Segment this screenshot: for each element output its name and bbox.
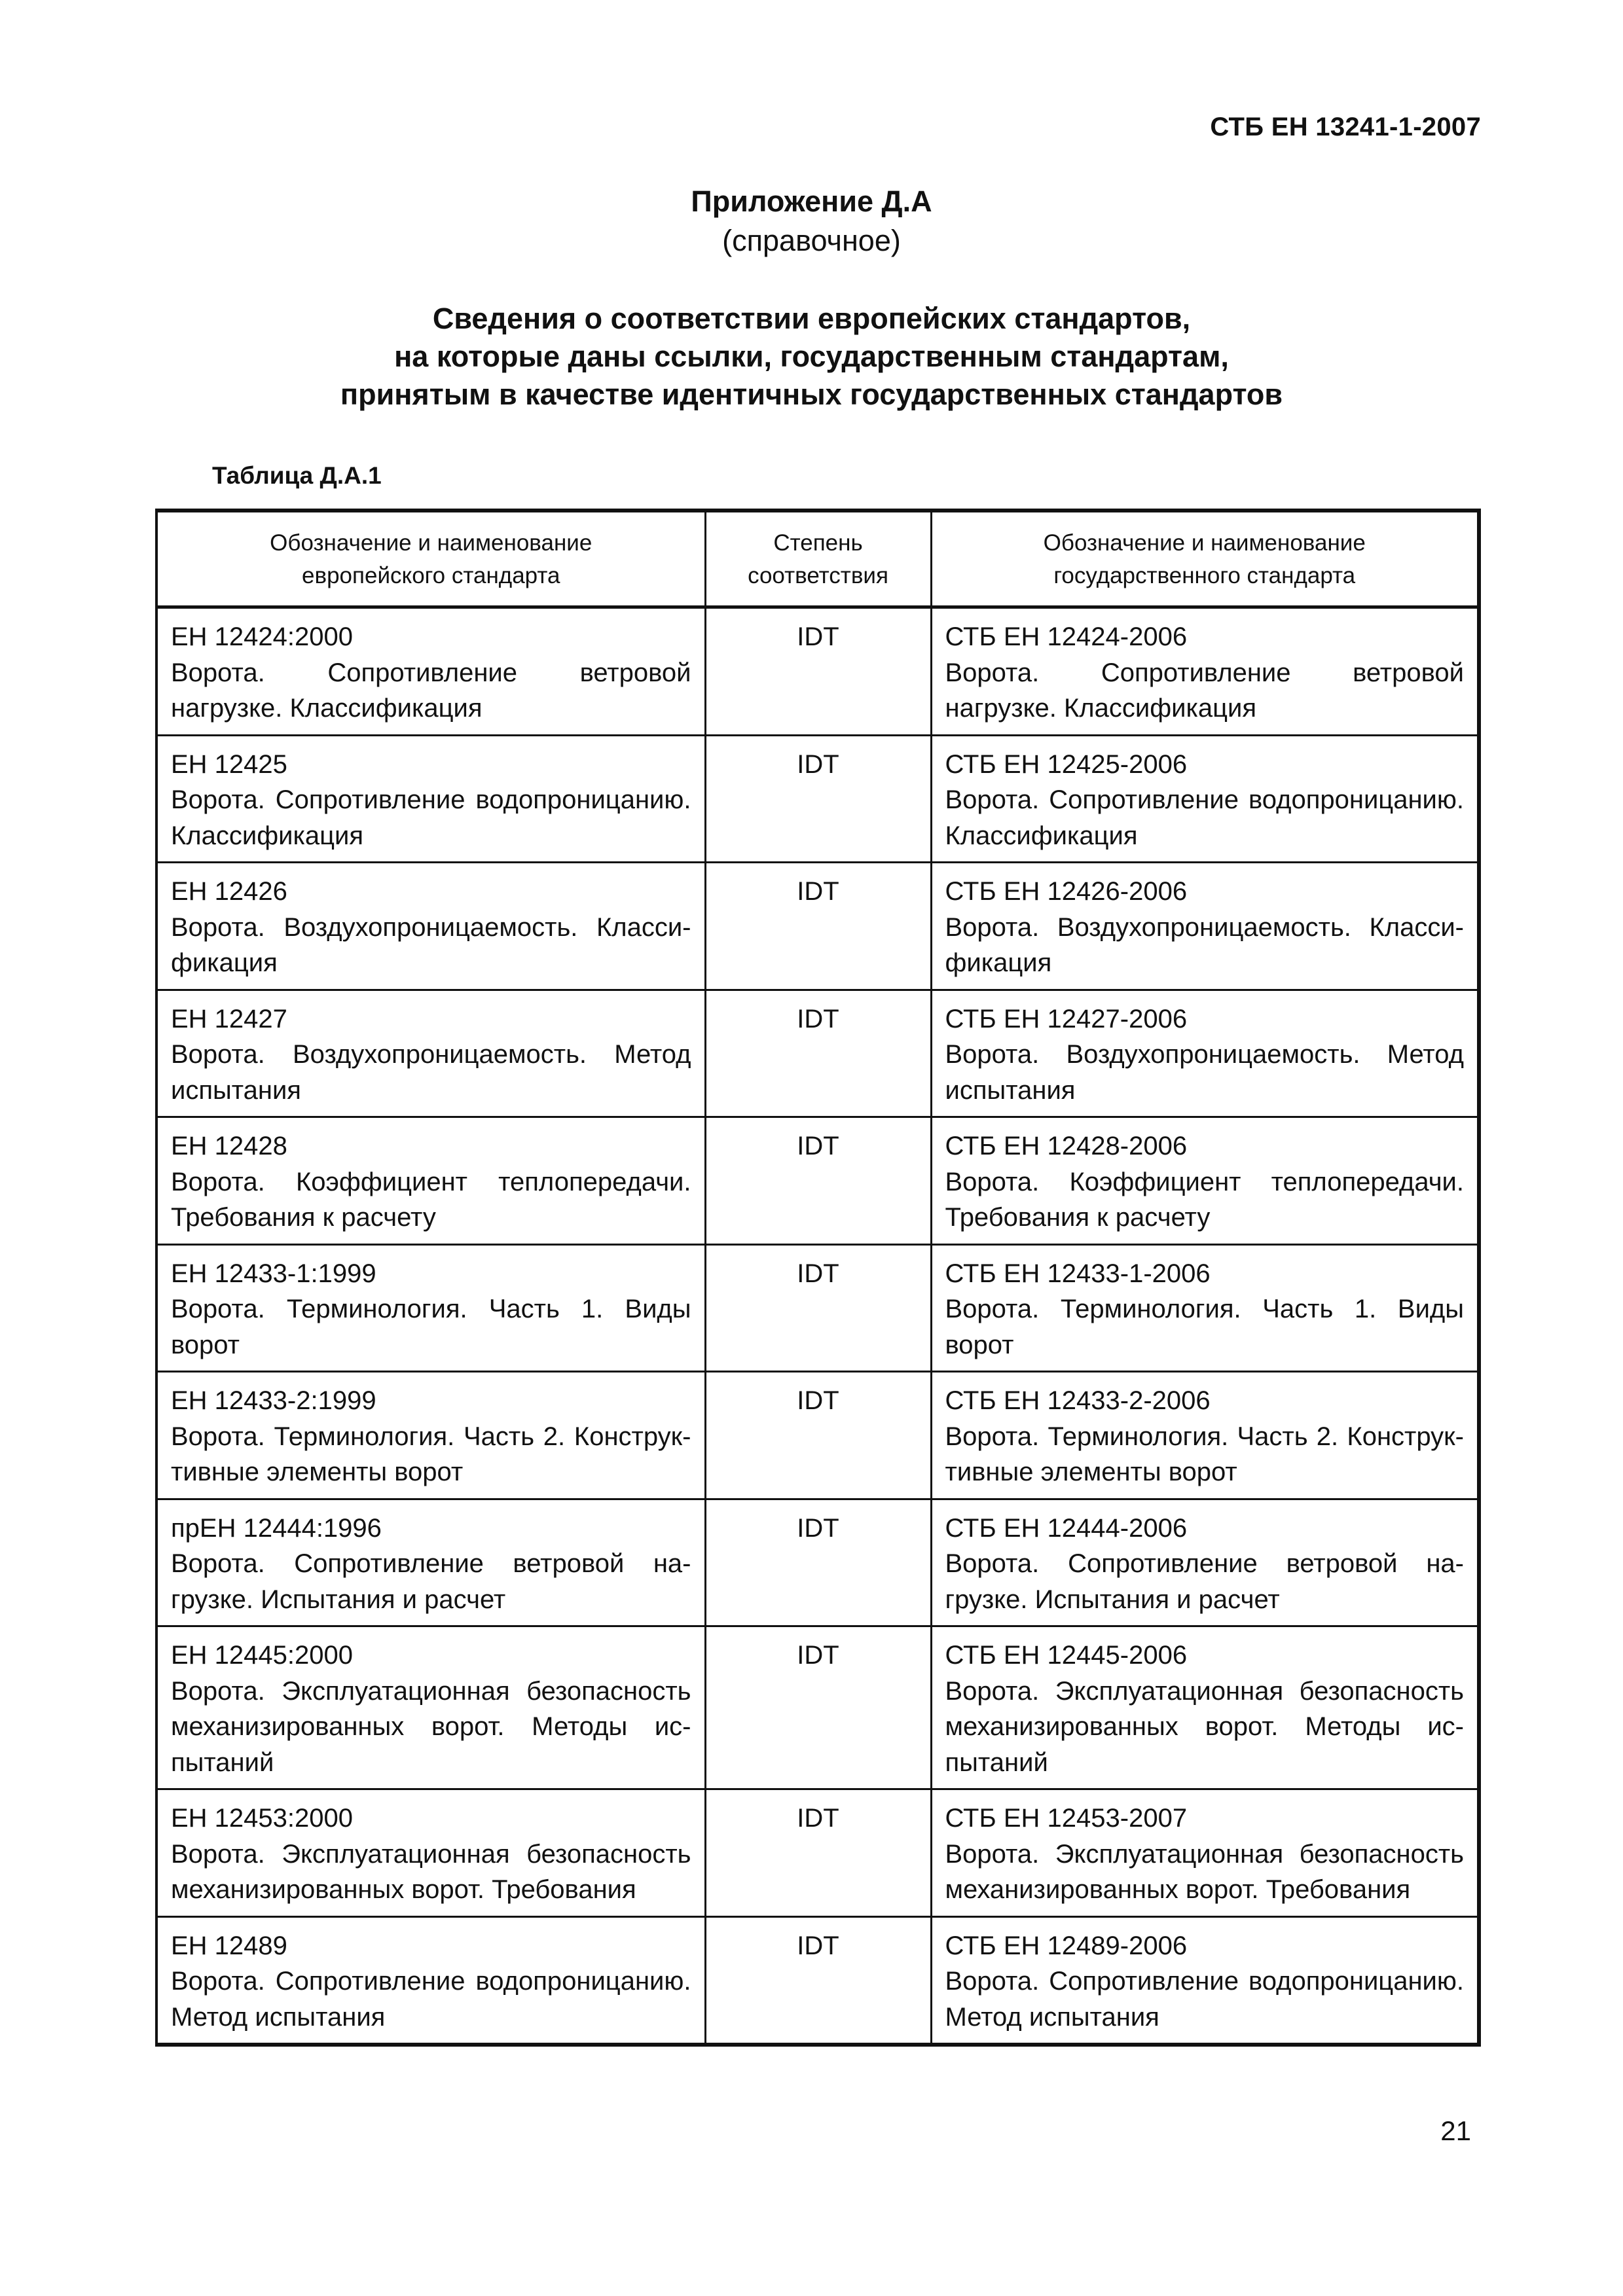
header-degree xyxy=(705,511,931,607)
annex-heading xyxy=(0,300,1623,414)
state-standard-code: СТБ ЕН 12445-2006 xyxy=(945,1641,1188,1670)
degree-cell xyxy=(705,1117,931,1245)
state-standard-code: СТБ ЕН 12433-2-2006 xyxy=(945,1386,1211,1415)
european-standard-code: ЕН 12453:2000 xyxy=(171,1804,354,1833)
european-standard-name: Ворота. Эксплуатационная безопасность механизированных ворот. Требования xyxy=(171,1839,691,1904)
european-standard-cell xyxy=(156,1244,705,1372)
european-standard-name: Ворота. Сопротивление ветровой нагрузке. Испытания и расчет xyxy=(171,1549,691,1614)
state-standard-cell xyxy=(931,1789,1479,1917)
european-standard-cell xyxy=(156,1372,705,1499)
table-row xyxy=(156,735,1479,863)
state-standard-cell xyxy=(931,863,1479,990)
european-standard-code: ЕН 12424:2000 xyxy=(171,622,354,651)
table-row xyxy=(156,1244,1479,1372)
state-standard-name: Ворота. Воздухопроницаемость. Классификация xyxy=(945,912,1464,977)
state-standard-cell xyxy=(931,607,1479,736)
table-row xyxy=(156,863,1479,990)
state-standard-cell xyxy=(931,990,1479,1117)
degree-value: IDT xyxy=(797,1804,839,1833)
state-standard-cell xyxy=(931,1916,1479,2045)
state-standard-name: Ворота. Воздухопроницаемость. Метод испытания xyxy=(945,1040,1464,1105)
state-standard-name: Ворота. Терминология. Часть 2. Конструктивные элементы ворот xyxy=(945,1422,1464,1486)
state-standard-cell xyxy=(931,1372,1479,1499)
european-standard-name: Ворота. Сопротивление водопроницанию. Классификация xyxy=(171,785,691,850)
european-standard-code: ЕН 12433-2:1999 xyxy=(171,1386,376,1415)
european-standard-name: Ворота. Сопротивление ветровой нагрузке. Классификация xyxy=(171,658,691,723)
european-standard-code: прЕН 12444:1996 xyxy=(171,1513,382,1543)
degree-value: IDT xyxy=(797,877,839,906)
state-standard-cell xyxy=(931,735,1479,863)
state-standard-cell xyxy=(931,1244,1479,1372)
degree-cell xyxy=(705,607,931,736)
state-standard-name: Ворота. Коэффициент теплопередачи. Требования к расчету xyxy=(945,1167,1464,1232)
standards-correspondence-table xyxy=(155,509,1481,2047)
european-standard-cell xyxy=(156,990,705,1117)
state-standard-code: СТБ ЕН 12424-2006 xyxy=(945,622,1188,651)
state-standard-code: СТБ ЕН 12426-2006 xyxy=(945,877,1188,906)
state-standard-name: Ворота. Сопротивление водопроницанию. Классификация xyxy=(945,785,1464,850)
european-standard-code: ЕН 12489 xyxy=(171,1931,287,1960)
table-row xyxy=(156,1372,1479,1499)
european-standard-code: ЕН 12433-1:1999 xyxy=(171,1259,376,1288)
header-line: Обозначение и наименование xyxy=(1043,530,1366,556)
european-standard-cell xyxy=(156,1916,705,2045)
degree-value: IDT xyxy=(797,749,839,779)
state-standard-name: Ворота. Сопротивление ветровой нагрузке. Классификация xyxy=(945,658,1464,723)
european-standard-name: Ворота. Эксплуатационная безопасность механизированных ворот. Методы испытаний xyxy=(171,1676,691,1777)
state-standard-cell xyxy=(931,1499,1479,1626)
degree-cell xyxy=(705,990,931,1117)
state-standard-cell xyxy=(931,1626,1479,1789)
annex-subtitle: (справочное) xyxy=(722,224,901,257)
header-line: европейского стандарта xyxy=(302,563,560,588)
degree-value: IDT xyxy=(797,1259,839,1288)
european-standard-code: ЕН 12428 xyxy=(171,1132,287,1160)
european-standard-name: Ворота. Коэффициент теплопередачи. Требования к расчету xyxy=(171,1167,691,1232)
degree-cell xyxy=(705,1916,931,2045)
degree-cell xyxy=(705,1789,931,1917)
table-header-row xyxy=(156,511,1479,607)
european-standard-code: ЕН 12427 xyxy=(171,1004,287,1033)
state-standard-name: Ворота. Терминология. Часть 1. Виды ворот xyxy=(945,1295,1464,1359)
degree-cell xyxy=(705,1244,931,1372)
degree-cell xyxy=(705,735,931,863)
annex-title: Приложение Д.А xyxy=(691,185,932,218)
european-standard-cell xyxy=(156,607,705,736)
european-standard-name: Ворота. Терминология. Часть 1. Виды ворот xyxy=(171,1295,691,1359)
european-standard-name: Ворота. Воздухопроницаемость. Классификация xyxy=(171,912,691,977)
european-standard-name: Ворота. Сопротивление водопроницанию. Метод испытания xyxy=(171,1967,691,2032)
degree-value: IDT xyxy=(797,1641,839,1670)
annex-heading-line: Сведения о соответствии европейских стандартов, xyxy=(432,302,1191,335)
header-line: Степень xyxy=(773,530,863,556)
european-standard-cell xyxy=(156,1499,705,1626)
degree-value: IDT xyxy=(797,1004,839,1033)
state-standard-name: Ворота. Сопротивление ветровой нагрузке. Испытания и расчет xyxy=(945,1549,1464,1614)
state-standard-code: СТБ ЕН 12425-2006 xyxy=(945,749,1188,779)
state-standard-name: Ворота. Эксплуатационная безопасность механизированных ворот. Требования xyxy=(945,1839,1464,1904)
degree-cell xyxy=(705,1626,931,1789)
degree-value: IDT xyxy=(797,622,839,651)
header-line: Обозначение и наименование xyxy=(270,530,593,556)
degree-value: IDT xyxy=(797,1513,839,1543)
state-standard-name: Ворота. Эксплуатационная безопасность механизированных ворот. Методы испытаний xyxy=(945,1676,1464,1777)
european-standard-cell xyxy=(156,863,705,990)
state-standard-code: СТБ ЕН 12489-2006 xyxy=(945,1931,1188,1960)
state-standard-code: СТБ ЕН 12444-2006 xyxy=(945,1513,1188,1543)
table-row xyxy=(156,1626,1479,1789)
state-standard-code: СТБ ЕН 12428-2006 xyxy=(945,1132,1188,1160)
state-standard-code: СТБ ЕН 12427-2006 xyxy=(945,1004,1188,1033)
document-code: СТБ ЕН 13241-1-2007 xyxy=(1210,113,1481,141)
header-state-standard xyxy=(931,511,1479,607)
european-standard-cell xyxy=(156,1117,705,1245)
annex-heading-line: принятым в качестве идентичных государственных стандартов xyxy=(340,378,1283,411)
european-standard-cell xyxy=(156,1626,705,1789)
header-line: государственного стандарта xyxy=(1053,563,1356,588)
annex-heading-line: на которые даны ссылки, государственным стандартам, xyxy=(394,340,1229,373)
degree-cell xyxy=(705,1372,931,1499)
degree-cell xyxy=(705,863,931,990)
table-row xyxy=(156,1499,1479,1626)
degree-value: IDT xyxy=(797,1132,839,1160)
header-line: соответствия xyxy=(748,563,888,588)
degree-value: IDT xyxy=(797,1386,839,1415)
table-row xyxy=(156,1916,1479,2045)
state-standard-cell xyxy=(931,1117,1479,1245)
table-row xyxy=(156,1789,1479,1917)
degree-value: IDT xyxy=(797,1931,839,1960)
table-row xyxy=(156,990,1479,1117)
table-row xyxy=(156,1117,1479,1245)
table-row xyxy=(156,607,1479,736)
table-caption: Таблица Д.А.1 xyxy=(212,462,382,489)
european-standard-name: Ворота. Терминология. Часть 2. Конструктивные элементы ворот xyxy=(171,1422,691,1486)
european-standard-code: ЕН 12445:2000 xyxy=(171,1641,354,1670)
european-standard-code: ЕН 12425 xyxy=(171,749,287,779)
european-standard-cell xyxy=(156,1789,705,1917)
european-standard-code: ЕН 12426 xyxy=(171,877,287,906)
degree-cell xyxy=(705,1499,931,1626)
european-standard-cell xyxy=(156,735,705,863)
european-standard-name: Ворота. Воздухопроницаемость. Метод испытания xyxy=(171,1040,691,1105)
state-standard-name: Ворота. Сопротивление водопроницанию. Метод испытания xyxy=(945,1967,1464,2032)
state-standard-code: СТБ ЕН 12453-2007 xyxy=(945,1804,1188,1833)
page-number: 21 xyxy=(1440,2115,1471,2146)
table-body xyxy=(156,607,1479,2045)
state-standard-code: СТБ ЕН 12433-1-2006 xyxy=(945,1259,1211,1288)
header-european-standard xyxy=(156,511,705,607)
